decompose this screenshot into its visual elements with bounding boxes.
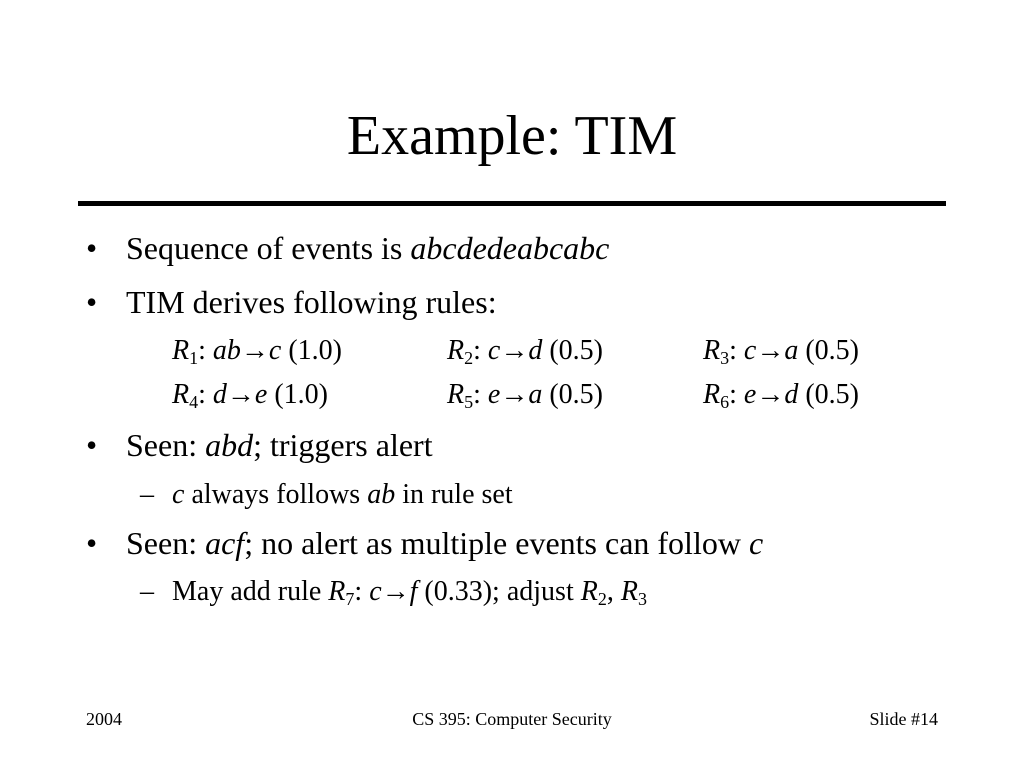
rule-3-rhs: a [784,335,799,366]
sub-bullet-4-r3-name: R [620,576,638,607]
rule-5-confidence: (0.5) [542,379,603,410]
title-divider [78,201,946,206]
footer-slide-number: Slide #14 [869,709,938,729]
bullet-3 [126,426,433,464]
sub-bullet-3-em2: ab [367,479,396,510]
bullet-4-em2: c [748,525,764,561]
arrow-icon: → [500,379,529,410]
rule-3: $R_3$: c→a (0.5) [703,335,859,368]
slide-title: Example: TIM [346,105,678,167]
rule-6-confidence: (0.5) [798,379,859,410]
sub-bullet-3 [172,478,513,512]
bullet-1-sequence: abcdedeabcabc [410,230,610,266]
rule-3-index: 3 [720,348,730,368]
rule-6: $R_6$: e→d (0.5) [703,379,859,412]
bullet-1-glyph: • [86,230,98,266]
rule-4-confidence: (1.0) [267,379,328,410]
rule-5-index: 5 [464,392,474,412]
rule-5: $R_5$: e→a (0.5) [447,379,603,412]
rule-3-confidence: (0.5) [798,335,859,366]
sub-bullet-3-post: in rule set [395,479,513,510]
bullet-2: TIM derives following rules: [126,284,497,320]
rule-1-lhs: ab [212,335,241,366]
bullet-3-glyph: • [86,427,98,463]
sub-bullet-3-glyph: – [140,479,154,510]
sub-bullet-3-mid: always follows [184,479,368,510]
sub-bullet-4 [172,575,647,609]
footer-year: 2004 [86,709,122,729]
rule-1: $R_1$: ab→c (1.0) [172,335,342,368]
rule-6-rhs: d [784,379,799,410]
sub-bullet-4-rule-index: 7 [345,589,355,609]
arrow-icon: → [226,379,255,410]
rule-4-index: 4 [189,392,199,412]
rule-2-lhs: c [487,335,501,366]
rule-4-rhs: e [254,379,268,410]
sub-bullet-4-r3-index: 3 [637,589,647,609]
rule-2-name: R [447,335,465,366]
footer-course: CS 395: Computer Security [412,709,612,729]
sub-bullet-4-comma: , [606,576,621,607]
sub-bullet-4-rhs: f [409,576,418,607]
rule-2: $R_2$: c→d (0.5) [447,335,603,368]
bullet-4-mid: ; no alert as multiple events can follow [244,525,749,561]
arrow-icon: → [756,335,785,366]
bullet-1-text: Sequence of events is [126,230,411,266]
rule-4: $R_4$: d→e (1.0) [172,379,328,412]
rule-4-lhs: d [212,379,227,410]
arrow-icon: → [240,335,269,366]
sub-bullet-4-lhs: c [369,576,382,607]
rule-2-rhs: d [528,335,543,366]
rule-1-rhs: c [268,335,282,366]
bullet-1 [126,229,609,267]
bullet-4-pre: Seen: [126,525,206,561]
rule-3-name: R [703,335,721,366]
sub-bullet-4-rule-name: R [328,576,346,607]
rule-6-name: R [703,379,721,410]
sub-bullet-4-pre: May add rule [172,576,329,607]
rule-5-lhs: e [487,379,501,410]
bullet-4 [126,524,763,562]
rule-6-lhs: e [743,379,757,410]
bullet-4-glyph: • [86,525,98,561]
sub-bullet-4-conf: (0.33); adjust [417,576,581,607]
sub-bullet-4-colon: : [354,576,370,607]
sub-bullet-4-r2-name: R [580,576,598,607]
sub-bullet-3-em1: c [172,479,185,510]
rule-1-confidence: (1.0) [281,335,342,366]
bullet-3-pre: Seen: [126,427,206,463]
rule-6-index: 6 [720,392,730,412]
sub-bullet-4-r2-index: 2 [597,589,607,609]
rule-1-index: 1 [189,348,199,368]
bullet-3-events: abd [205,427,254,463]
arrow-icon: → [381,576,410,607]
rule-1-name: R [172,335,190,366]
bullet-3-post: ; triggers alert [253,427,433,463]
rule-5-name: R [447,379,465,410]
sub-bullet-4-glyph: – [140,576,154,607]
arrow-icon: → [500,335,529,366]
arrow-icon: → [756,379,785,410]
rule-4-name: R [172,379,190,410]
rule-2-confidence: (0.5) [542,335,603,366]
rule-3-lhs: c [743,335,757,366]
bullet-2-glyph: • [86,284,98,320]
rule-5-rhs: a [528,379,543,410]
bullet-4-events: acf [205,525,245,561]
rule-2-index: 2 [464,348,474,368]
